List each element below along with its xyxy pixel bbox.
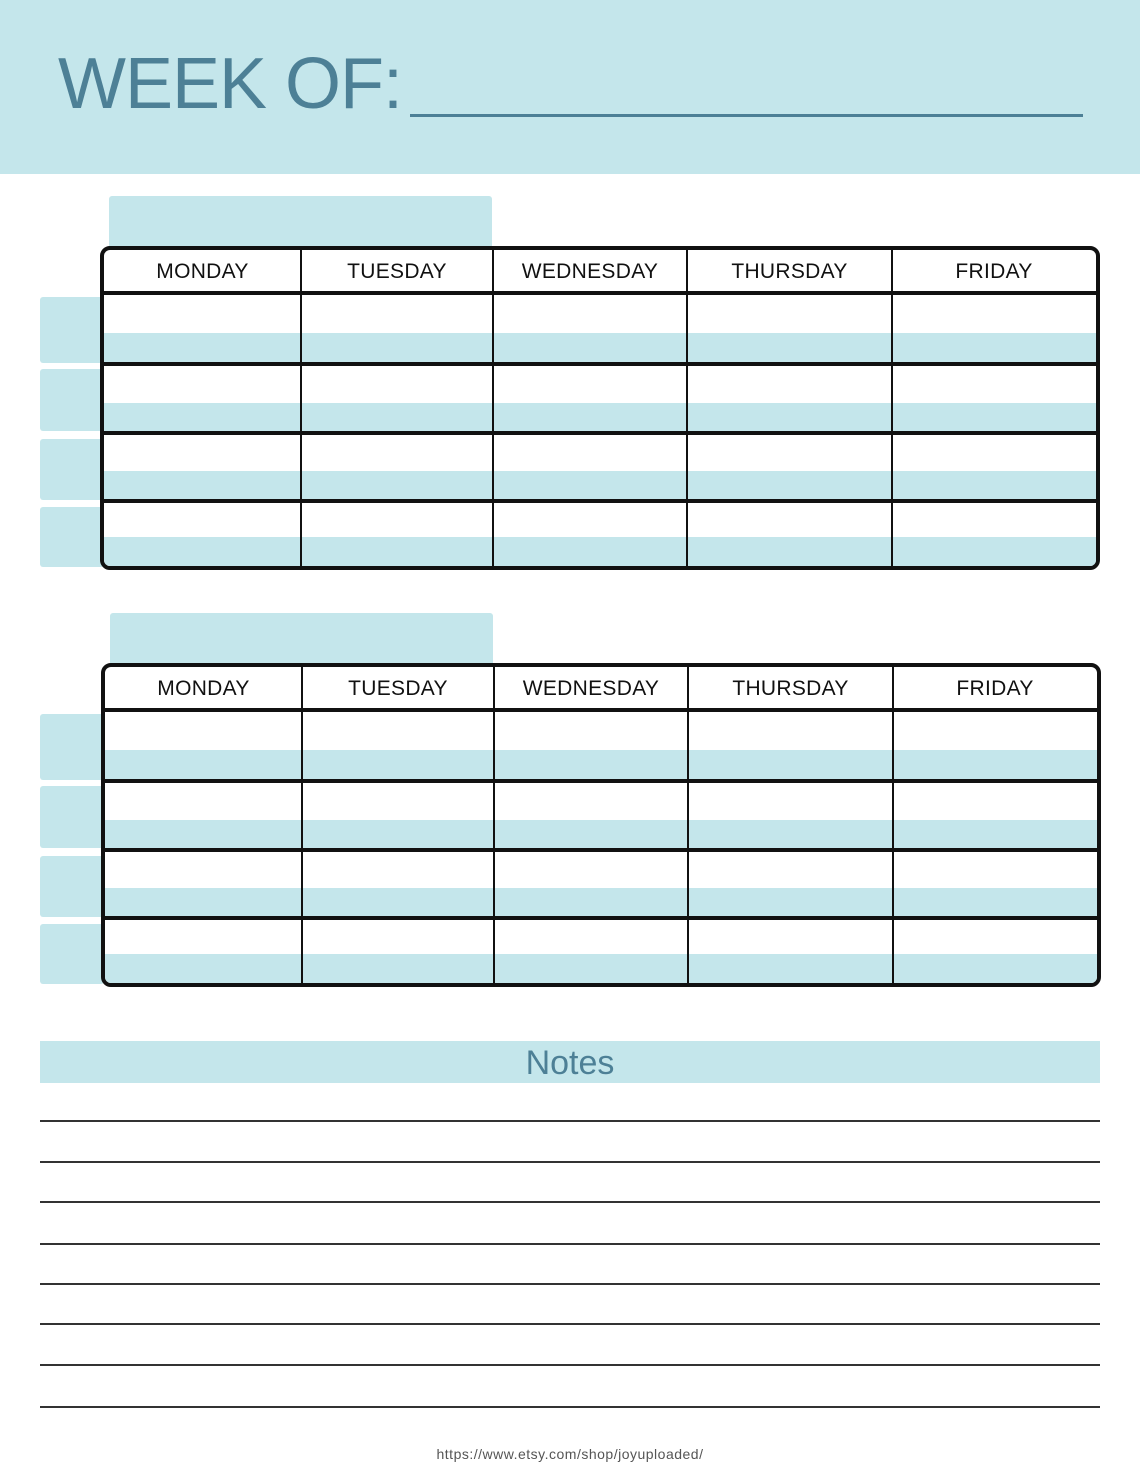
- row-label-box: [40, 439, 104, 500]
- row-divider: [104, 431, 1096, 435]
- notes-title: Notes: [525, 1044, 615, 1082]
- day-header-monday: MONDAY: [157, 677, 250, 700]
- row-divider: [105, 916, 1097, 920]
- day-header-tuesday: TUESDAY: [348, 677, 448, 700]
- column-divider: [493, 667, 495, 983]
- column-divider: [300, 250, 302, 566]
- day-header-friday: FRIDAY: [956, 677, 1034, 700]
- row-shaded-band: [105, 954, 1097, 983]
- weekly-planner-table: [0, 613, 1140, 993]
- column-divider: [686, 250, 688, 566]
- schedule-grid: [100, 246, 1100, 570]
- notes-line: [40, 1364, 1100, 1366]
- week-of-title: WEEK OF:: [58, 44, 403, 124]
- weekly-planner-table: [0, 196, 1140, 576]
- notes-line: [40, 1120, 1100, 1122]
- footer-shop-url[interactable]: https://www.etsy.com/shop/joyuploaded/: [436, 1446, 704, 1462]
- row-shaded-band: [104, 537, 1096, 566]
- day-header-friday: FRIDAY: [955, 260, 1033, 283]
- week-of-blank-line: [410, 114, 1083, 117]
- row-divider: [104, 499, 1096, 503]
- column-divider: [891, 250, 893, 566]
- row-label-box: [40, 786, 104, 848]
- row-shaded-band: [104, 403, 1096, 432]
- row-divider: [105, 779, 1097, 783]
- day-header-row: [105, 667, 1097, 708]
- row-shaded-band: [105, 888, 1097, 917]
- day-header-wednesday: WEDNESDAY: [522, 677, 660, 700]
- row-label-box: [40, 924, 104, 984]
- row-label-box: [40, 714, 104, 780]
- row-label-box: [40, 507, 104, 567]
- day-header-tuesday: TUESDAY: [347, 260, 447, 283]
- row-shaded-band: [105, 750, 1097, 780]
- row-divider: [105, 848, 1097, 852]
- column-divider: [687, 667, 689, 983]
- row-label-box: [40, 297, 104, 363]
- day-header-wednesday: WEDNESDAY: [521, 260, 659, 283]
- header-band: [0, 0, 1140, 174]
- row-shaded-band: [104, 471, 1096, 500]
- planner-title-tab: [110, 613, 493, 667]
- notes-line: [40, 1161, 1100, 1163]
- notes-line: [40, 1283, 1100, 1285]
- header-divider: [104, 291, 1096, 295]
- notes-line: [40, 1323, 1100, 1325]
- row-divider: [104, 362, 1096, 366]
- day-header-monday: MONDAY: [156, 260, 249, 283]
- day-header-thursday: THURSDAY: [732, 677, 849, 700]
- row-shaded-band: [105, 820, 1097, 849]
- row-shaded-band: [104, 333, 1096, 363]
- column-divider: [492, 250, 494, 566]
- header-divider: [105, 708, 1097, 712]
- notes-line: [40, 1406, 1100, 1408]
- notes-header-band: [40, 1041, 1100, 1083]
- notes-line: [40, 1243, 1100, 1245]
- column-divider: [301, 667, 303, 983]
- day-header-row: [104, 250, 1096, 291]
- column-divider: [892, 667, 894, 983]
- notes-line: [40, 1201, 1100, 1203]
- row-label-box: [40, 856, 104, 917]
- planner-title-tab: [109, 196, 492, 250]
- row-label-box: [40, 369, 104, 431]
- day-header-thursday: THURSDAY: [731, 260, 848, 283]
- schedule-grid: [101, 663, 1101, 987]
